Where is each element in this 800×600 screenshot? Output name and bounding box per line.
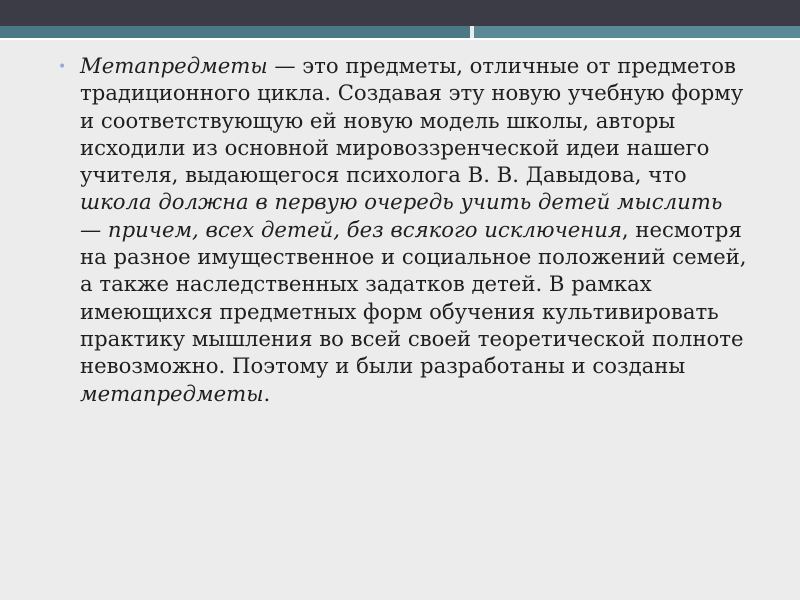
paragraph-text-2: , несмотря на разное имущественное и социальное положений семей, а также наследственных задатков детей. В рамках имеющихся предметных форм обучения культивировать практику мышления во всей своей теоретической полноте невозможно. Поэтому и были разработаны и созданы (80, 216, 747, 379)
davydov-quote: школа должна в первую очередь учить детей мыслить — причем, всех детей, без всякого исключения (80, 189, 723, 242)
term-metasubjects: Метапредметы (80, 53, 268, 78)
header-band (0, 0, 800, 26)
accent-divider (0, 38, 800, 40)
body-paragraph (80, 52, 750, 407)
paragraph-end: . (263, 380, 271, 406)
accent-strip-right (474, 26, 800, 38)
bullet-icon: • (58, 59, 67, 75)
paragraph-text-1: — это предметы, отличные от предметов традиционного цикла. Создавая эту новую учебную форму и соответствующую ей новую модель школы, авторы исходили из основной мировоззренческой идеи нашего учителя, выдающегося психолога В. В. Давыдова, что (80, 53, 744, 188)
accent-strip (0, 26, 470, 38)
bullet-item (50, 52, 750, 407)
slide-body (50, 52, 750, 407)
closing-term: метапредметы (80, 380, 264, 406)
